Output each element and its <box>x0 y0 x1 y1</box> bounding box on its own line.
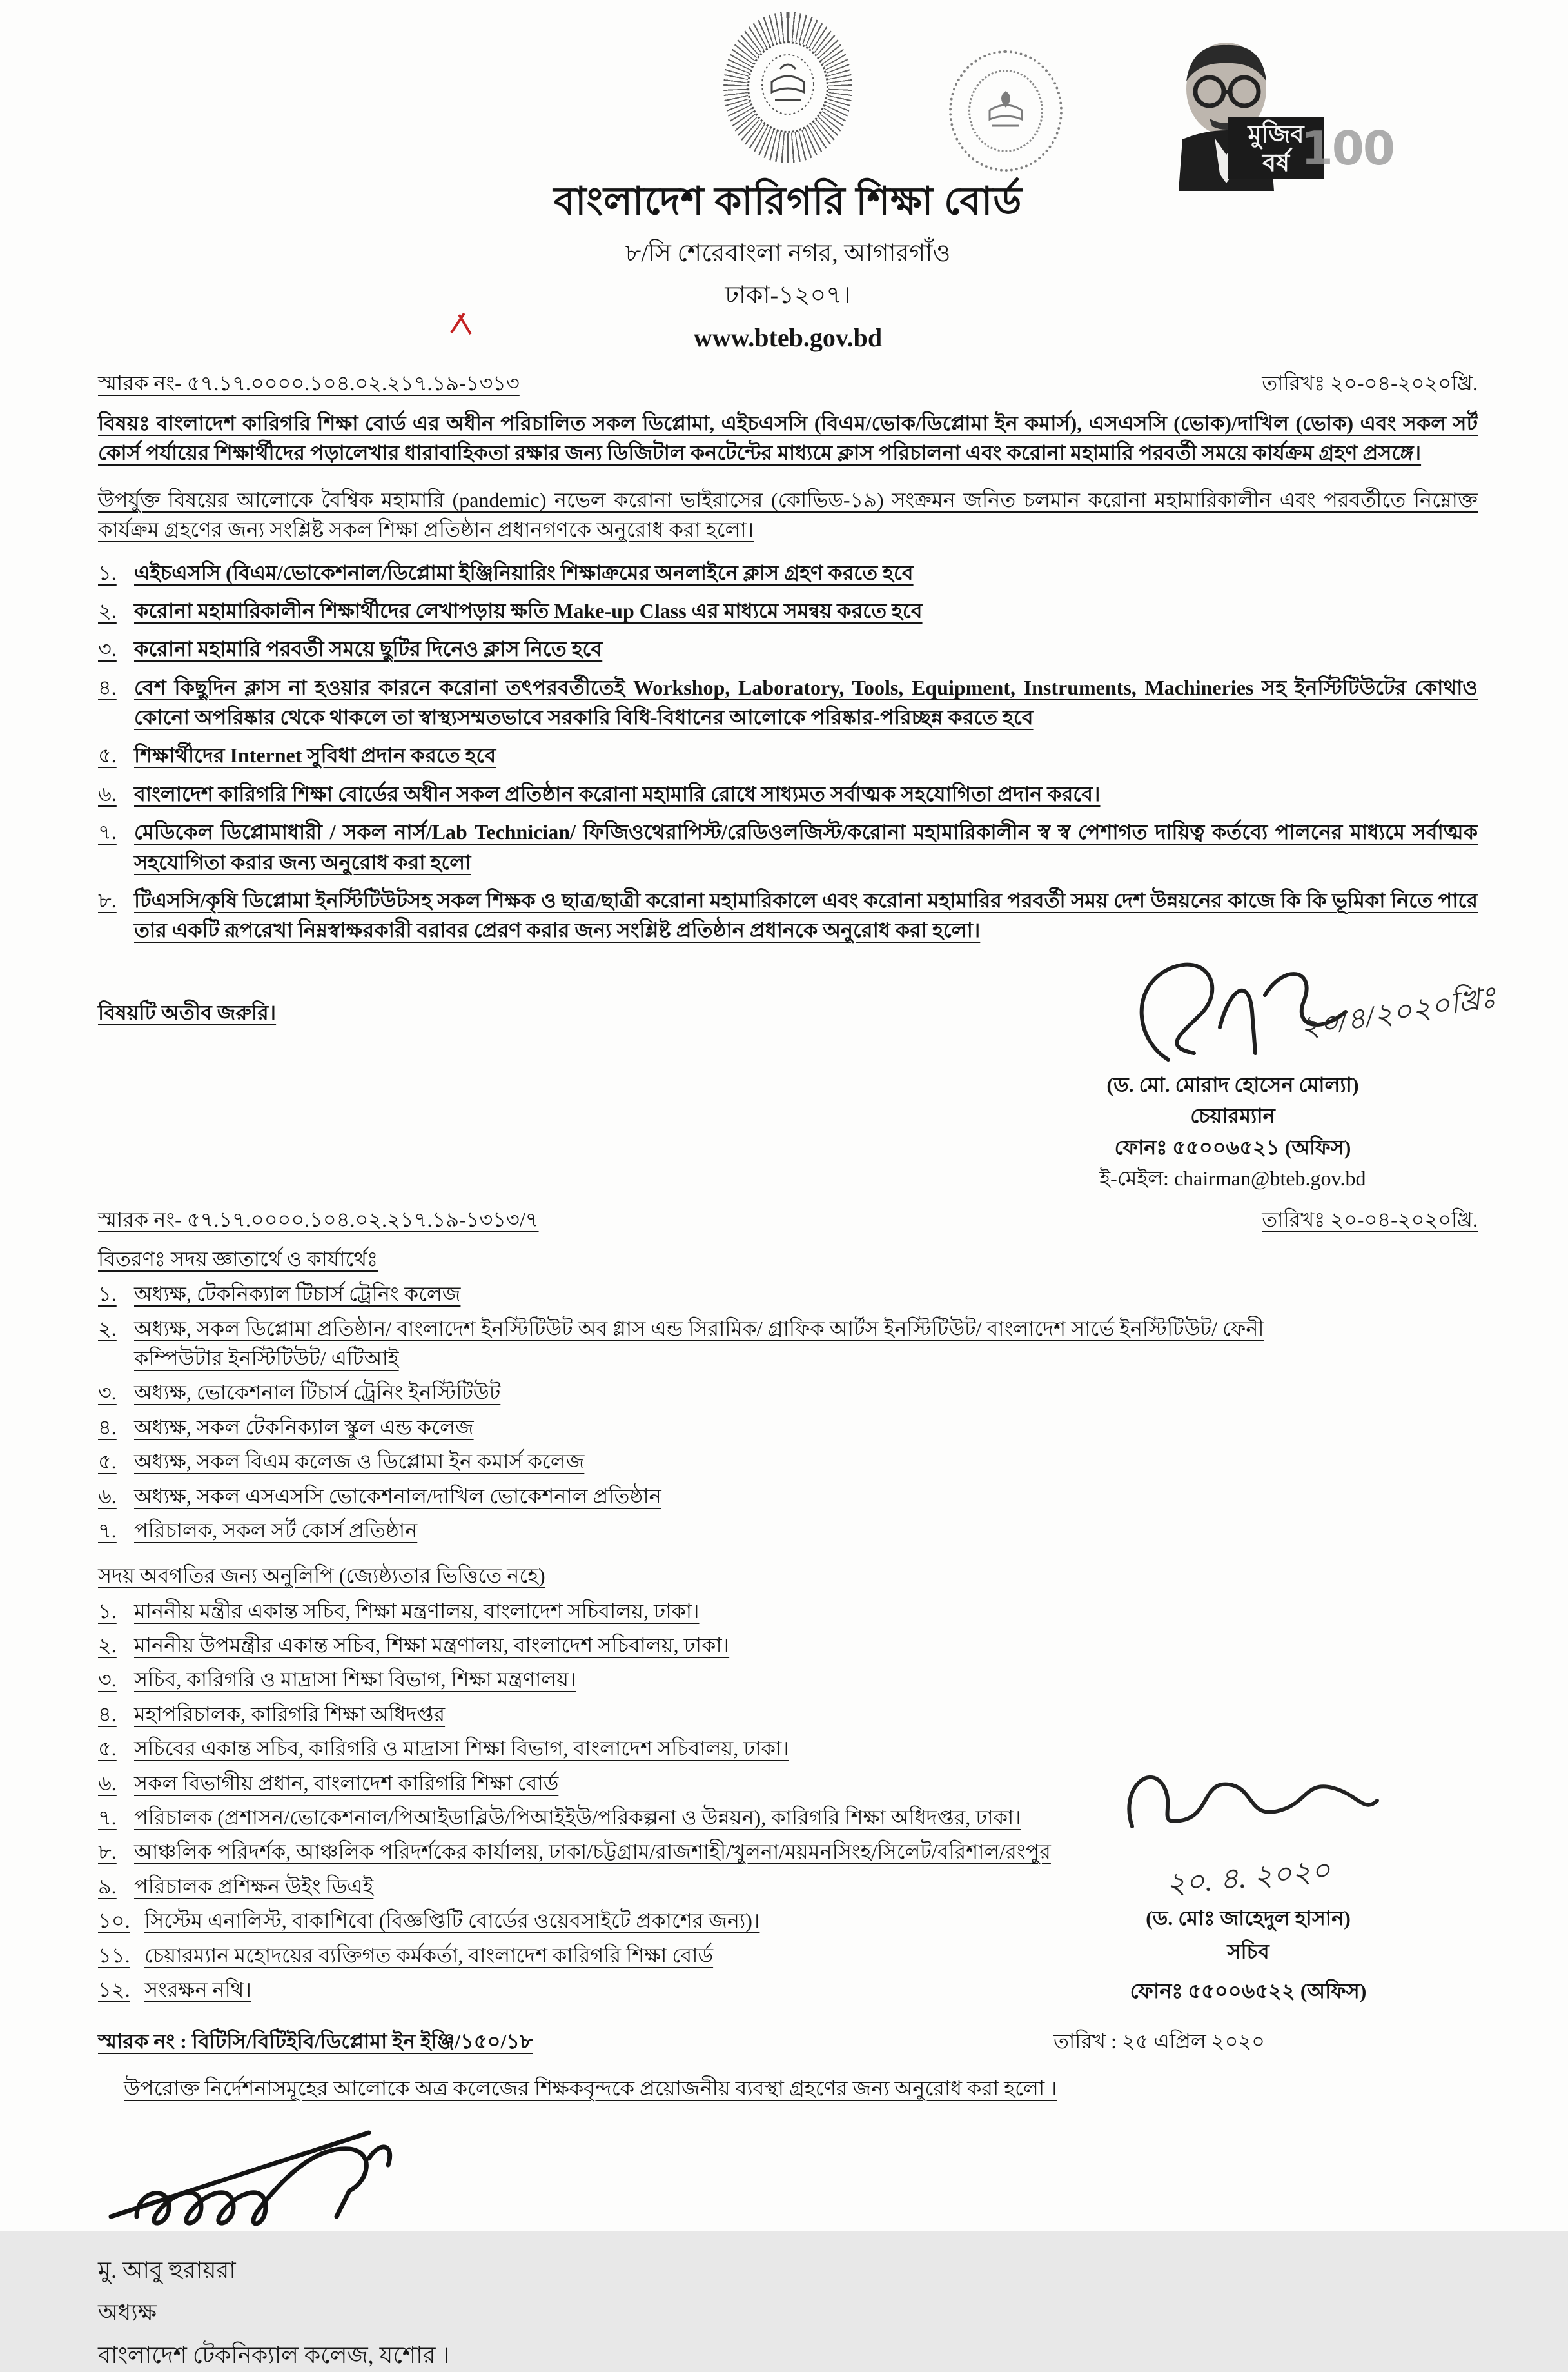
principal-signature-block <box>98 2120 678 2372</box>
secretary-name: (ড. মোঃ জাহেদুল হাসান) <box>1146 1906 1351 1930</box>
org-address-line2: ঢাকা-১২০৭। <box>725 282 851 310</box>
subject-line: বিষয়ঃ বাংলাদেশ কারিগরি শিক্ষা বোর্ড এর অধীন পরিচালিত সকল ডিপ্লোমা, এইচএসসি (বিএম/ভোক/ডিপ্লোমা ইন কমার্স), এসএসসি (ভোক)/দাখিল (ভোক) এবং সকল সর্ট কোর্স পর্যায়ের শিক্ষার্থীদের পড়ালেখার ধারাবাহিকতা রক্ষার জন্য ডিজিটাল কনটেন্টের মাধ্যমে ক্লাস পরিচালনা এবং করোনা মহামারি পরবর্তী সময়ে কার্যক্রম গ্রহণ প্রসঙ্গে। <box>98 411 1478 465</box>
distribution-item: ৪. অধ্যক্ষ, সকল টেকনিক্যাল স্কুল এন্ড কলেজ <box>98 1415 474 1439</box>
cc-item: ১২. সংরক্ষন নথি। <box>98 1977 251 2001</box>
cc-item: ৯. পরিচালক প্রশিক্ষন উইং ডিএই <box>98 1874 374 1898</box>
chairman-handwritten-date: ২০/৪/২০২০খ্রিঃ <box>1298 980 1498 1044</box>
distribution-item: ৭. পরিচালক, সকল সর্ট কোর্স প্রতিষ্ঠান <box>98 1518 418 1542</box>
directive-item: ৪. বেশ কিছুদিন ক্লাস না হওয়ার কারনে করোনা তৎপরবর্তীতেই Workshop, Laboratory, Tools, Equipment, Instruments, Machineries সহ ইনস্টিটিউটের কোথাও কোনো অপরিষ্কার থেকে থাকলে তা স্বাস্থ্যসম্মতভাবে সরকারি বিধি-বিধানের আলোকে পরিষ্কার-পরিচ্ছন্ন করতে হবে <box>98 675 1478 729</box>
directive-item: ৮. টিএসসি/কৃষি ডিপ্লোমা ইনস্টিটিউটসহ সকল শিক্ষক ও ছাত্র/ছাত্রী করোনা মহামারিকালে এবং করোনা মহামারির পরবর্তী সময় দেশ উন্নয়নের কাজে কি কি ভূমিকা নিতে পারে তার একটি রূপরেখা নিম্নস্বাক্ষরকারী বরাবর প্রেরণ করার জন্য সংশ্লিষ্ট প্রতিষ্ঠান প্রধানকে অনুরোধ করা হলো। <box>98 889 1478 942</box>
distribution-list <box>98 1279 1291 1545</box>
distribution-item: ১. অধ্যক্ষ, টেকনিক্যাল টিচার্স ট্রেনিং কলেজ <box>98 1282 461 1306</box>
mujib-word-line1: মুজিব <box>1248 121 1304 148</box>
mujib-word-line2: বর্ষ <box>1262 149 1290 177</box>
secretary-title: সচিব <box>1227 1940 1269 1964</box>
directive-item: ৫. শিক্ষার্থীদের Internet সুবিধা প্রদান করতে হবে <box>98 744 496 767</box>
distribution-item: ৫. অধ্যক্ষ, সকল বিএম কলেজ ও ডিপ্লোমা ইন কমার্স কলেজ <box>98 1450 585 1474</box>
chairman-name: (ড. মো. মোরাদ হোসেন মোল্যা) <box>1106 1072 1359 1096</box>
closing-note: উপরোক্ত নির্দেশনাসমূহের আলোকে অত্র কলেজের শিক্ষকবৃন্দকে প্রয়োজনীয় ব্যবস্থা গ্রহণের জন্য অনুরোধ করা হলো । <box>124 2076 1057 2100</box>
cc-item: ৭. পরিচালক (প্রশাসন/ভোকেশনাল/পিআইডাব্লিউ/পিআইইউ/পরিকল্পনা ও উন্নয়ন), কারিগরি শিক্ষা অধিদপ্তর, ঢাকা। <box>98 1806 1021 1830</box>
org-address-line1: ৮/সি শেরেবাংলা নগর, আগারগাঁও <box>625 240 951 268</box>
directive-item: ২. করোনা মহামারিকালীন শিক্ষার্থীদের লেখাপড়ায় ক্ষতি Make-up Class এর মাধ্যমে সমন্বয় করতে হবে <box>98 598 923 622</box>
urgent-note: বিষয়টি অতীব জরুরি। <box>98 1000 277 1024</box>
distribution-item: ৬. অধ্যক্ষ, সকল এসএসসি ভোকেশনাল/দাখিল ভোকেশনাল প্রতিষ্ঠান <box>98 1484 662 1508</box>
directive-item: ৩. করোনা মহামারি পরবর্তী সময়ে ছুটির দিনেও ক্লাস নিতে হবে <box>98 637 603 661</box>
principal-org: বাংলাদেশ টেকনিক্যাল কলেজ, যশোর । <box>98 2342 450 2368</box>
memo2-row <box>98 1205 1478 1234</box>
directive-list <box>98 558 1478 945</box>
memo3-number: স্মারক নং : বিটিসি/বিটিইবি/ডিপ্লোমা ইন ইঞ্জি/১৫০/১৮ <box>98 2030 533 2053</box>
intro-paragraph: উপর্যুক্ত বিষয়ের আলোকে বৈশ্বিক মহামারি (pandemic) নভেল করোনা ভাইরাসের (কোভিড-১৯) সংক্রমন জনিত চলমান করোনা মহামারিকালীন এবং পরবর্তীতে নিম্নোক্ত কার্যক্রম গ্রহণের জন্য সংশ্লিষ্ট সকল শিক্ষা প্রতিষ্ঠান প্রধানগণকে অনুরোধ করা হলো। <box>98 488 1478 542</box>
secretary-signature-block <box>1042 1749 1455 2006</box>
seal-emblem-icon <box>747 41 828 133</box>
memo2-number: স্মারক নং- ৫৭.১৭.০০০০.১০৪.০২.২১৭.১৯-১৩১৩/৭ <box>98 1208 539 1232</box>
cc-item: ৮. আঞ্চলিক পরিদর্শক, আঞ্চলিক পরিদর্শকের কার্যালয়, ঢাকা/চট্টগ্রাম/রাজশাহী/খুলনা/ময়মনসিংহ/সিলেট/বরিশাল/রংপুর <box>98 1840 1051 1864</box>
chairman-phone: ফোনঃ ৫৫০০৬৫২১ (অফিস) <box>1114 1135 1351 1159</box>
distribution-item: ২. অধ্যক্ষ, সকল ডিপ্লোমা প্রতিষ্ঠান/ বাংলাদেশ ইনস্টিটিউট অব গ্লাস এন্ড সিরামিক/ গ্রাফিক আর্টস ইনস্টিটিউট/ বাংলাদেশ সার্ভে ইনস্টিটিউট/ ফেনী কম্পিউটার ইনস্টিটিউট/ এটিআই <box>98 1316 1264 1370</box>
mujib-100-logo <box>1123 30 1394 191</box>
secretary-handwritten-date: ২০. ৪. ২০২০ <box>1164 1853 1332 1901</box>
principal-title: অধ্যক্ষ <box>98 2299 157 2326</box>
education-board-seal-icon <box>949 50 1063 172</box>
principal-name: মু. আবু হুরায়রা <box>98 2257 236 2283</box>
education-board-seal-inner-icon <box>968 70 1043 152</box>
memo2-date: তারিখঃ ২০-০৪-২০২০খ্রি. <box>1262 1208 1478 1232</box>
memo3-date: তারিখ : ২৫ এপ্রিল ২০২০ <box>1054 2030 1265 2053</box>
distribution-heading: বিতরণঃ সদয় জ্ঞাতার্থে ও কার্যার্থেঃ <box>98 1247 378 1270</box>
cc-item: ৬. সকল বিভাগীয় প্রধান, বাংলাদেশ কারিগরি শিক্ষা বোর্ড <box>98 1771 559 1795</box>
secretary-signature-icon <box>1093 1749 1403 1846</box>
secretary-phone: ফোনঃ ৫৫০০৬৫২২ (অফিস) <box>1130 1979 1367 2002</box>
cc-item: ১০. সিস্টেম এনালিস্ট, বাকাশিবো (বিজ্ঞপ্তিটি বোর্ডের ওয়েবসাইটে প্রকাশের জন্য)। <box>98 1909 760 1933</box>
bteb-starburst-seal-icon <box>717 12 859 163</box>
letterhead <box>98 12 1478 357</box>
directive-item: ৬. বাংলাদেশ কারিগরি শিক্ষা বোর্ডের অধীন সকল প্রতিষ্ঠান করোনা মহামারি রোধে সাধ্যমত সর্বাত্মক সহযোগিতা প্রদান করবে। <box>98 782 1101 805</box>
chairman-signature-block <box>988 954 1498 1194</box>
memo1-date: তারিখঃ ২০-০৪-২০২০খ্রি. <box>1262 371 1478 395</box>
cc-item: ৪. মহাপরিচালক, কারিগরি শিক্ষা অধিদপ্তর <box>98 1702 446 1726</box>
directive-item: ১. এইচএসসি (বিএম/ভোকেশনাল/ডিপ্লোমা ইঞ্জিনিয়ারিং শিক্ষাক্রমের অনলাইনে ক্লাস গ্রহণ করতে হবে <box>98 560 914 584</box>
cc-item: ৩. সচিব, কারিগরি ও মাদ্রাসা শিক্ষা বিভাগ, শিক্ষা মন্ত্রণালয়। <box>98 1668 576 1692</box>
cc-item: ৫. সচিবের একান্ত সচিব, কারিগরি ও মাদ্রাসা শিক্ষা বিভাগ, বাংলাদেশ সচিবালয়, ঢাকা। <box>98 1737 789 1761</box>
memo3-row <box>98 2026 1478 2056</box>
memo1-number: স্মারক নং- ৫৭.১৭.০০০০.১০৪.০২.২১৭.১৯-১৩১৩ <box>98 371 520 395</box>
header-right-logos <box>949 30 1400 191</box>
distribution-item: ৩. অধ্যক্ষ, ভোকেশনাল টিচার্স ট্রেনিং ইনস্টিটিউট <box>98 1381 501 1405</box>
principal-signature-icon <box>98 2120 498 2236</box>
cc-item: ২. মাননীয় উপমন্ত্রীর একান্ত সচিব, শিক্ষা মন্ত্রণালয়, বাংলাদেশ সচিবালয়, ঢাকা। <box>98 1634 730 1657</box>
org-website: www.bteb.gov.bd <box>693 322 883 352</box>
cc-item: ১১. চেয়ারম্যান মহোদয়ের ব্যক্তিগত কর্মকর্তা, বাংলাদেশ কারিগরি শিক্ষা বোর্ড <box>98 1943 714 1967</box>
chairman-title: চেয়ারম্যান <box>1190 1104 1275 1128</box>
chairman-email: ই-মেইল: chairman@bteb.gov.bd <box>1099 1167 1366 1190</box>
memo1-row <box>98 368 1478 398</box>
mujib-100-number: 100 <box>1300 121 1394 175</box>
cc-item: ১. মাননীয় মন্ত্রীর একান্ত সচিব, শিক্ষা মন্ত্রণালয়, বাংলাদেশ সচিবালয়, ঢাকা। <box>98 1599 700 1623</box>
urgent-and-chairman-row <box>98 954 1498 1194</box>
org-name: বাংলাদেশ কারিগরি শিক্ষা বোর্ড <box>553 180 1023 223</box>
cc-heading: সদয় অবগতির জন্য অনুলিপি (জ্যেষ্ঠ্যতার ভিত্তিতে নহে) <box>98 1564 545 1588</box>
directive-item: ৭. মেডিকেল ডিপ্লোমাধারী / সকল নার্স/Lab Technician/ ফিজিওথেরাপিস্ট/রেডিওলজিস্ট/করোনা মহামারিকালীন স্ব স্ব পেশাগত দায়িত্ব কর্তব্যে পালনের মাধ্যমে সর্বাত্মক সহযোগিতা করার জন্য অনুরোধ করা হলো <box>98 820 1478 874</box>
